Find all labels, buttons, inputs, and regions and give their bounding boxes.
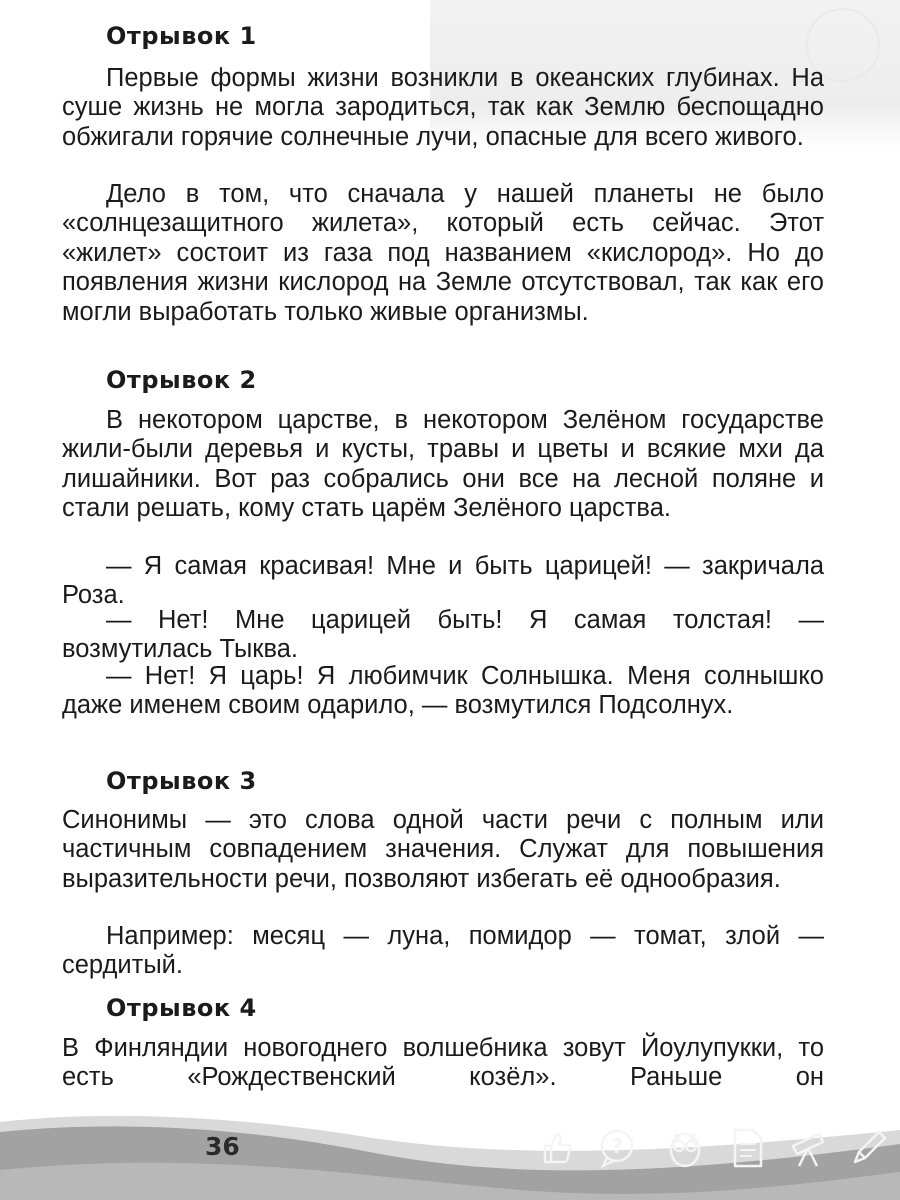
section-heading-2: Отрывок 2	[106, 366, 257, 394]
section-3-paragraph-2: Например: месяц — луна, помидор — томат, злой — сердитый.	[62, 922, 824, 980]
footer-icon-row	[535, 1118, 895, 1178]
owl-icon	[663, 1124, 707, 1172]
pencil-icon	[847, 1124, 891, 1172]
section-heading-4: Отрывок 4	[106, 994, 257, 1022]
section-1-paragraph-1: Первые формы жизни возникли в океанских глубинах. На суше жизнь не могла зародиться, так как Землю беспощадно обжигали горячие солнечные лучи, опасные для всего живого.	[62, 64, 824, 151]
section-4-paragraph-1: В Финляндии новогоднего волшебника зовут Йоулупукки, то есть «Рождественский козёл». Раньше он	[62, 1034, 824, 1092]
page-number: 36	[205, 1132, 240, 1161]
section-heading-1: Отрывок 1	[106, 22, 257, 50]
document-icon	[725, 1124, 769, 1172]
svg-text:?: ?	[611, 1134, 623, 1158]
section-2-paragraph-4: — Нет! Я царь! Я любимчик Солнышка. Меня солнышко даже именем своим одарило, — возмутился Подсолнух.	[62, 662, 824, 720]
telescope-icon	[787, 1124, 831, 1172]
section-2-paragraph-3: — Нет! Мне царицей быть! Я самая толстая! — возмутилась Тыква.	[62, 606, 824, 664]
thumbs-up-icon	[535, 1124, 579, 1172]
section-heading-3: Отрывок 3	[106, 767, 257, 795]
section-1-paragraph-2: Дело в том, что сначала у нашей планеты не было «солнцезащитного жилета», который есть сейчас. Этот «жилет» состоит из газа под названием «кислород». Но до появления жизни кислород на Земле отсутствовал, так как его могли выработать только живые организмы.	[62, 180, 824, 326]
section-2-paragraph-2: — Я самая красивая! Мне и быть царицей! — закричала Роза.	[62, 552, 824, 610]
section-2-paragraph-1: В некотором царстве, в некотором Зелёном государстве жили-были деревья и кусты, травы и цветы и всякие мхи да лишайники. Вот раз собрались они все на лесной поляне и стали решать, кому стать царём Зелёного царства.	[62, 406, 824, 523]
section-3-paragraph-1: Синонимы — это слова одной части речи с полным или частичным совпадением значения. Служат для повышения выразительности речи, позволяют избегать её однообразия.	[62, 806, 824, 893]
question-bubble-icon	[597, 1124, 641, 1172]
